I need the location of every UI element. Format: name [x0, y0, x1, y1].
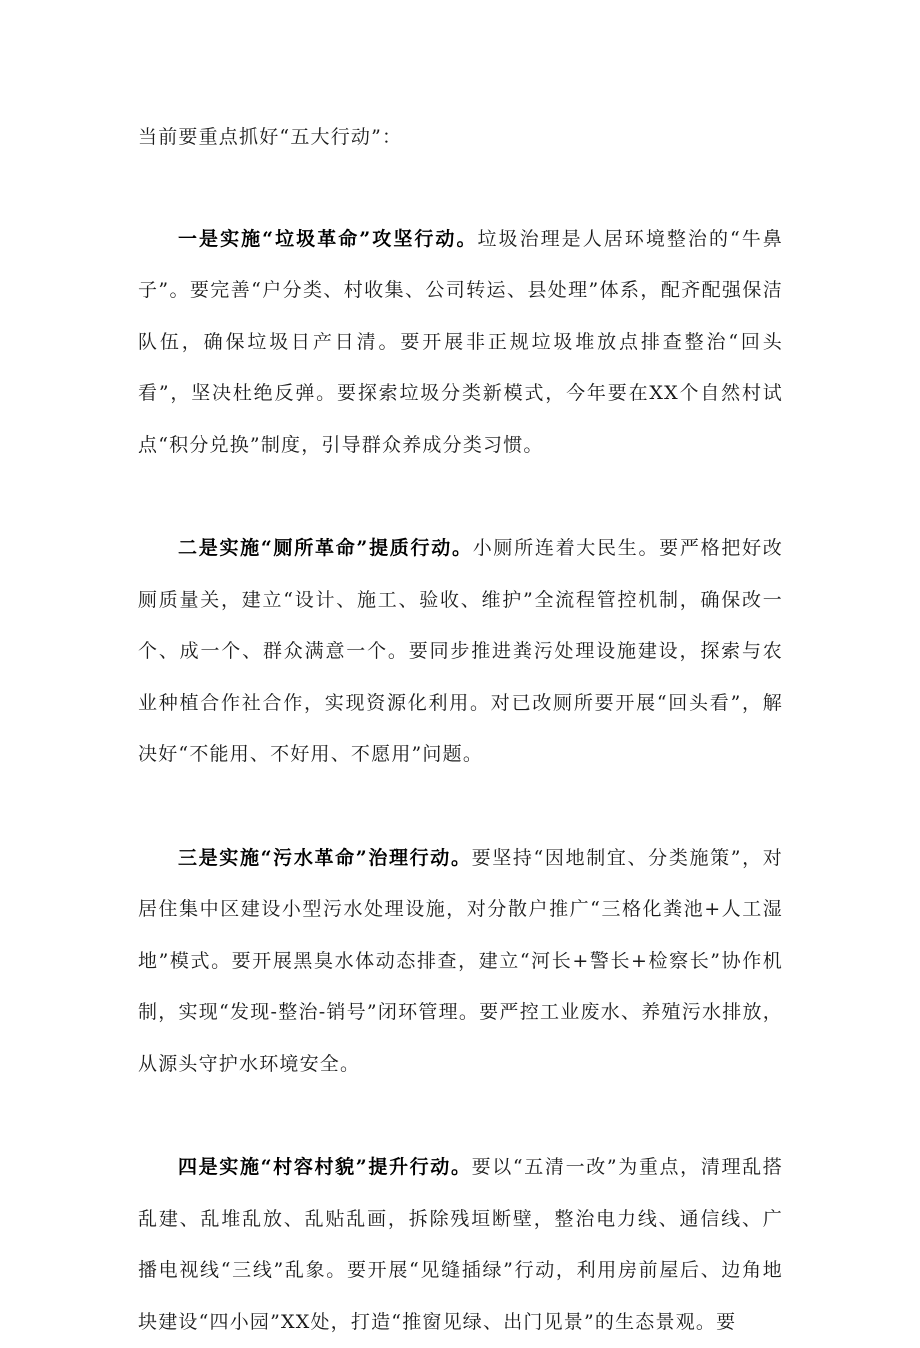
intro-line: 当前要重点抓好“五大行动”：: [138, 126, 403, 148]
paragraph-garbage-revolution: [138, 214, 783, 472]
paragraph-toilet-revolution: [138, 523, 783, 781]
paragraph-body: 小厕所连着大民生。要严格把好改厕质量关，建立“设计、施工、验收、维护”全流程管控机制，确保改一个、成一个、群众满意一个。要同步推进粪污处理设施建设，探索与农业种植合作社合作，实现资源化利用。对已改厕所要开展“回头看”，解决好“不能用、不好用、不愿用”问题。: [138, 537, 783, 765]
paragraph-lead: 二是实施“厕所革命”提质行动。: [178, 537, 473, 559]
paragraph-body: 垃圾治理是人居环境整治的“牛鼻子”。要完善“户分类、村收集、公司转运、县处理”体系，配齐配强保洁队伍，确保垃圾日产日清。要开展非正规垃圾堆放点排查整治“回头看”，坚决杜绝反弹。要探索垃圾分类新模式，今年要在XX个自然村试点“积分兑换”制度，引导群众养成分类习惯。: [138, 227, 784, 456]
paragraph-lead: 三是实施“污水革命”治理行动。: [178, 846, 472, 869]
paragraph-body: 要以“五清一改”为重点，清理乱搭乱建、乱堆乱放、乱贴乱画，拆除残垣断壁，整治电力线、通信线、广播电视线“三线”乱象。要开展“见缝插绿”行动，利用房前屋后、边角地块建设“四小园”XX处，打造“推窗见绿、出门见景”的生态景观。要: [138, 1156, 783, 1333]
paragraph-body: 要坚持“因地制宜、分类施策”，对居住集中区建设小型污水处理设施，对分散户推广“三格化粪池+人工湿地”模式。要开展黑臭水体动态排查，建立“河长+警长+检察长”协作机制，实现“发现-整治-销号”闭环管理。要严控工业废水、养殖污水排放，从源头守护水环境安全。: [138, 846, 783, 1075]
paragraph-sewage-revolution: [138, 833, 783, 1091]
paragraph-village-appearance: [138, 1142, 783, 1348]
paragraph-lead: 四是实施“村容村貌”提升行动。: [178, 1156, 472, 1178]
paragraph-lead: 一是实施“垃圾革命”攻坚行动。: [178, 227, 478, 250]
document-body: [138, 112, 783, 1348]
